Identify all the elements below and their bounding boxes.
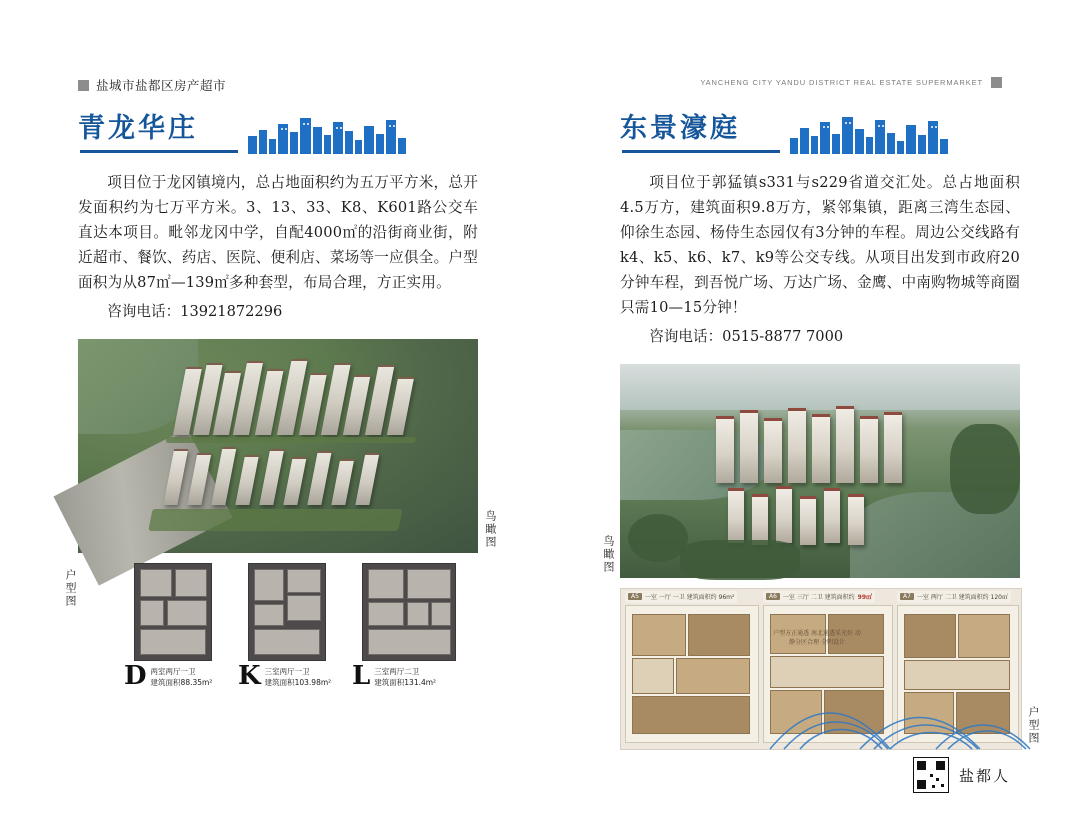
qr-code-icon[interactable] bbox=[913, 757, 949, 793]
page-title: 东景濠庭 bbox=[620, 113, 740, 144]
left-description: 项目位于龙冈镇境内，总占地面积约为五万平方米，总开发面积约为七万平方米。3、13、33、K8、K601路公交车直达本项目。毗邻龙冈中学，自配4000㎡的沿街商业街，附近超市、餐饮、药店、医院、便利店、菜场等一应俱全。户型面积为从87㎡—139㎡多种套型，布局合理，方正实用。 bbox=[78, 174, 478, 291]
page-title: 青龙华庄 bbox=[78, 113, 198, 144]
right-description: 项目位于郭猛镇s331与s229省道交汇处。总占地面积4.5万方，建筑面积9.8万方，紧邻集镇，距离三湾生态园、仰徐生态园、杨侍生态园仅有3分钟的车程。周边公交线路有k4、k5、k6、k7、k9等公交专线。从项目出发到市政府20分钟车程，到吾悦广场、万达广场、金鹰、中南购物城等商圈只需10—15分钟！ bbox=[620, 174, 1020, 316]
floorplans-label: 户型图 bbox=[64, 568, 77, 608]
page-header bbox=[78, 76, 1002, 96]
account-name: 盐都人 bbox=[958, 766, 1010, 785]
floorplan-thumb bbox=[362, 563, 456, 661]
title-underline bbox=[80, 150, 238, 153]
right-title-row bbox=[620, 112, 1020, 164]
wechat-account[interactable] bbox=[913, 757, 1010, 793]
floorplan-thumb bbox=[134, 563, 212, 661]
header-right bbox=[700, 77, 1002, 88]
right-listing bbox=[602, 112, 1040, 750]
floorplan-detail: 两室两厅一卫 建筑面积88.35m² bbox=[150, 666, 213, 687]
floorplan-letter: K bbox=[238, 660, 261, 691]
header-right-text: YANCHENG CITY YANDU DISTRICT REAL ESTATE SUPERMARKET bbox=[700, 78, 983, 87]
floorplan-caption bbox=[238, 660, 332, 691]
square-marker-icon bbox=[991, 77, 1002, 88]
left-phone: 咨询电话：13921872296 bbox=[107, 303, 283, 320]
square-marker-icon bbox=[78, 80, 89, 91]
aerial-photo bbox=[620, 364, 1020, 578]
right-phone: 咨询电话：0515-8877 7000 bbox=[649, 328, 844, 345]
floorplans-label: 户型图 bbox=[1027, 705, 1040, 745]
skyline-icon bbox=[248, 114, 408, 154]
collage-tag: A6 一室 三厅 二卫 建筑面积约 99㎡ bbox=[763, 591, 875, 603]
photo-buildings bbox=[146, 357, 472, 543]
collage-tag: A7 一室 两厅 二卫 建筑面积约 120㎡ bbox=[897, 591, 1011, 603]
aerial-photo-label: 鸟瞰图 bbox=[602, 534, 615, 574]
floorplan-detail: 三室两厅一卫 建筑面积103.98m² bbox=[264, 666, 332, 687]
left-photo-wrap bbox=[78, 339, 497, 553]
title-underline bbox=[622, 150, 780, 153]
aerial-photo-label: 鸟瞰图 bbox=[484, 509, 497, 549]
floorplan-caption bbox=[124, 660, 213, 691]
collage-tag: A5 一室 一厅 一卫 建筑面积约 96m² bbox=[625, 591, 737, 603]
header-left-text: 盐城市盐都区房产超市 bbox=[96, 78, 227, 93]
header-left bbox=[78, 76, 226, 94]
skyline-icon bbox=[790, 114, 950, 154]
right-photo-wrap bbox=[602, 364, 1020, 578]
aerial-photo bbox=[78, 339, 478, 553]
left-floorplans bbox=[64, 563, 478, 695]
collage-center-note: 户型方正通透 南北通透采光好 动静分区合理 全明设计 bbox=[773, 629, 861, 646]
wave-decoration bbox=[760, 693, 1040, 753]
collage-pane bbox=[625, 605, 759, 743]
left-listing bbox=[64, 112, 497, 695]
floorplan-letter: D bbox=[124, 660, 147, 691]
floorplan-letter: L bbox=[352, 660, 371, 691]
left-title-row bbox=[78, 112, 478, 164]
photo-sky bbox=[620, 364, 1020, 410]
floorplan-detail: 三室两厅二卫 建筑面积131.4m² bbox=[374, 666, 437, 687]
floorplan-caption bbox=[352, 660, 437, 691]
floorplan-thumb bbox=[248, 563, 326, 661]
